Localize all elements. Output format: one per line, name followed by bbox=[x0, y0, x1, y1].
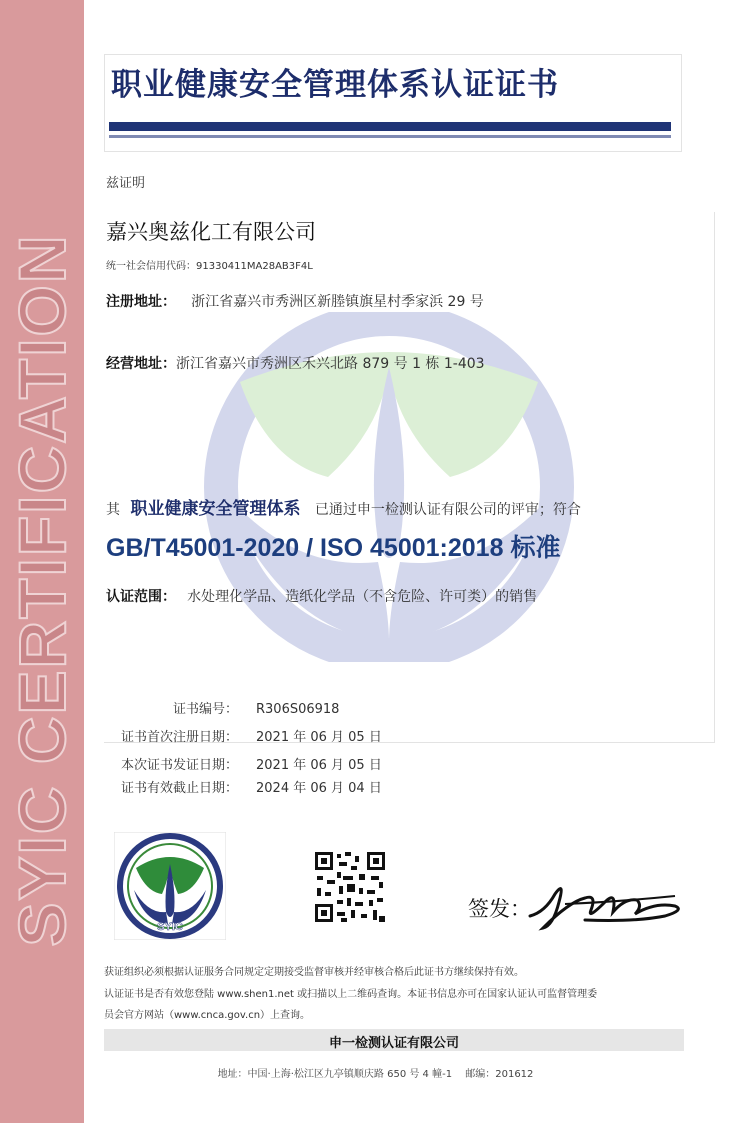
issue-date-row bbox=[110, 754, 382, 773]
issuer-bar bbox=[104, 1029, 684, 1051]
footer-line-3: 员会官方网站（www.cnca.gov.cn）上查询。 bbox=[104, 1010, 311, 1021]
side-banner-text: SYIC CERTIFICATION bbox=[5, 233, 79, 947]
date-label: 证书编号： bbox=[172, 702, 238, 717]
date-label: 证书首次注册日期： bbox=[120, 730, 238, 745]
statement-prefix: 其 bbox=[106, 502, 120, 518]
registered-address-line bbox=[106, 291, 484, 311]
expiry-date-row bbox=[110, 777, 382, 796]
credit-code-line bbox=[106, 257, 313, 272]
statement-suffix: 已通过申一检测认证有限公司的评审；符合 bbox=[314, 502, 581, 518]
business-address: 浙江省嘉兴市秀洲区禾兴北路 879 号 1 栋 1-403 bbox=[176, 356, 485, 372]
certificate-number-row bbox=[110, 698, 339, 717]
certification-statement bbox=[106, 494, 581, 519]
date-label: 证书有效截止日期： bbox=[120, 781, 238, 796]
certificate-title: 职业健康安全管理体系认证证书 bbox=[111, 67, 559, 103]
scope-text: 水处理化学品、造纸化学品（不含危险、许可类）的销售 bbox=[187, 589, 538, 605]
issuer-name: 申一检测认证有限公司 bbox=[328, 1036, 459, 1051]
system-name: 职业健康安全管理体系 bbox=[130, 499, 301, 519]
standard-line bbox=[106, 528, 560, 564]
business-address-line bbox=[106, 353, 485, 373]
date-value: 2021 年 06 月 05 日 bbox=[256, 730, 382, 745]
logo-text: SYIC bbox=[157, 921, 183, 933]
date-value: R306S06918 bbox=[256, 702, 340, 717]
scope-line bbox=[106, 586, 537, 606]
certify-intro: 兹证明 bbox=[106, 176, 146, 191]
title-rule bbox=[109, 122, 671, 131]
title-box bbox=[104, 54, 682, 152]
signed-by-label: 签发： bbox=[468, 897, 531, 921]
syic-logo bbox=[114, 832, 226, 940]
company-name: 嘉兴奥兹化工有限公司 bbox=[106, 220, 316, 244]
date-value: 2021 年 06 月 05 日 bbox=[256, 758, 382, 773]
title-rule-thin bbox=[109, 135, 671, 138]
business-address-label: 经营地址： bbox=[106, 356, 176, 372]
qr-code bbox=[313, 850, 387, 924]
first-registration-row bbox=[110, 726, 382, 745]
signature bbox=[525, 872, 690, 934]
footer-line-2: 认证证书是否有效您登陆 www.shen1.net 或扫描以上二维码查询。本证书信息亦可在国家认证认可监督管理委 bbox=[104, 989, 598, 1000]
issuer-address: 地址：中国·上海·松江区九亭镇顺庆路 650 号 4 幢-1 邮编：201612 bbox=[217, 1069, 534, 1080]
side-band bbox=[0, 0, 84, 1123]
registered-address-label: 注册地址： bbox=[106, 294, 176, 310]
date-value: 2024 年 06 月 04 日 bbox=[256, 781, 382, 796]
registered-address: 浙江省嘉兴市秀洲区新塍镇旗星村季家浜 29 号 bbox=[191, 294, 484, 310]
standard-suffix: 标准 bbox=[510, 533, 561, 562]
date-label: 本次证书发证日期： bbox=[120, 758, 238, 773]
standard-code: GB/T45001-2020 / ISO 45001:2018 bbox=[106, 534, 504, 562]
footer-line-1: 获证组织必须根据认证服务合同规定定期接受监督审核并经审核合格后此证书方继续保持有效。 bbox=[104, 967, 524, 978]
credit-code: 91330411MA28AB3F4L bbox=[196, 261, 313, 272]
credit-code-label: 统一社会信用代码： bbox=[106, 261, 196, 272]
scope-label: 认证范围： bbox=[106, 589, 176, 605]
